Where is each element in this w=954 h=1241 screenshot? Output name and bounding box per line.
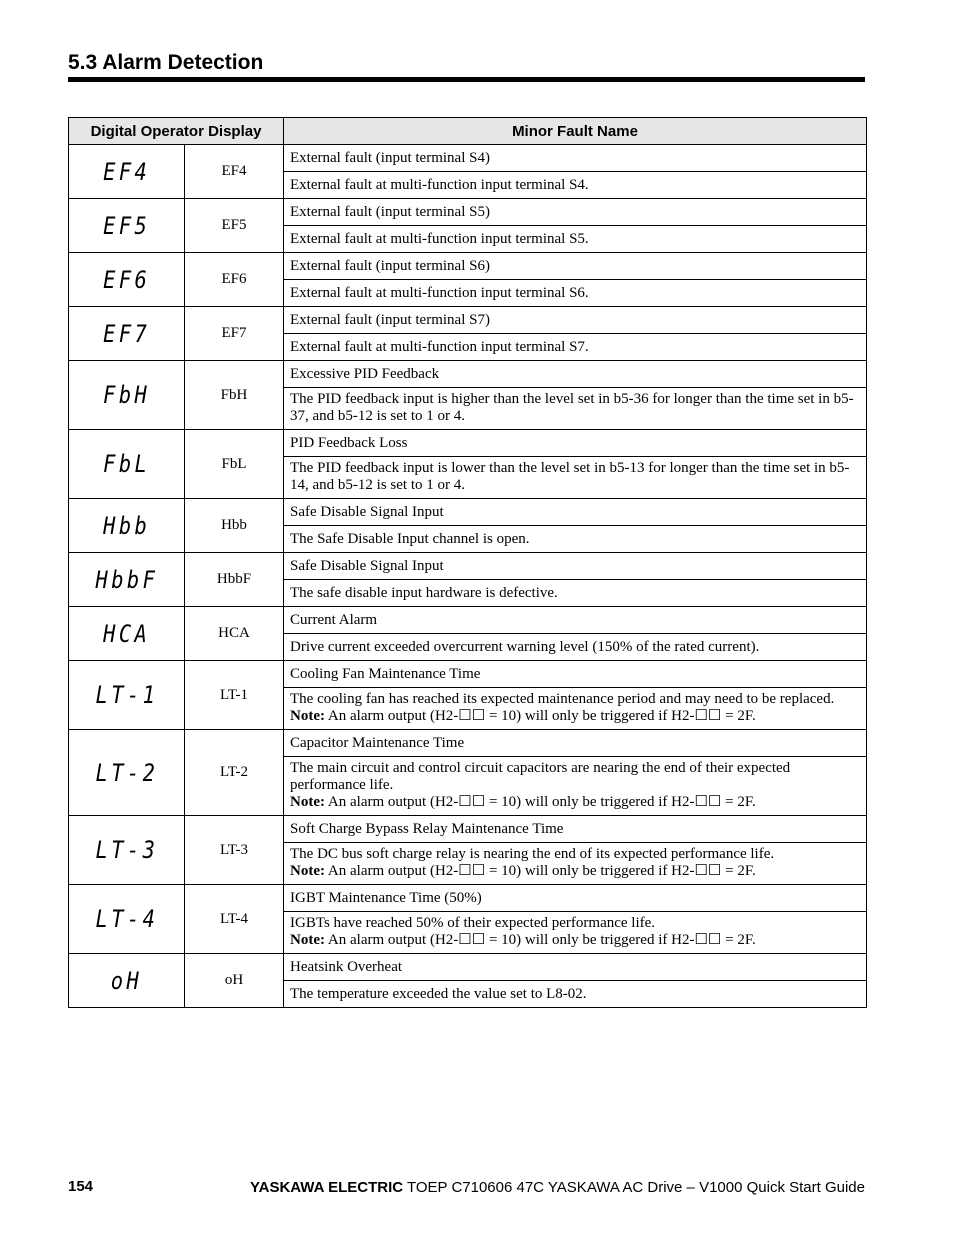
note-boxes: ☐☐	[694, 708, 722, 724]
fault-description	[284, 688, 867, 730]
table-row	[69, 199, 867, 226]
fault-name: Cooling Fan Maintenance Time	[284, 661, 867, 688]
seven-seg-display	[69, 499, 185, 553]
fault-name: Heatsink Overheat	[284, 954, 867, 981]
note-label: Note:	[290, 708, 325, 724]
fault-description	[284, 634, 867, 661]
fault-description	[284, 172, 867, 199]
fault-name: Safe Disable Signal Input	[284, 553, 867, 580]
fault-description	[284, 280, 867, 307]
section-title: 5.3 Alarm Detection	[68, 51, 264, 74]
note-post: = 2F.	[721, 932, 756, 948]
fault-code: LT-1	[185, 661, 284, 730]
seven-seg-display	[69, 253, 185, 307]
seven-seg-text: LT-4	[95, 905, 158, 933]
table-row	[69, 307, 867, 334]
page-number: 154	[68, 1178, 94, 1195]
footer-doc	[250, 1179, 865, 1196]
seven-seg-display	[69, 885, 185, 954]
seven-seg-text: LT-3	[95, 836, 158, 864]
seven-seg-text: EF4	[102, 157, 151, 186]
seven-seg-display	[69, 199, 185, 253]
note-post: = 2F.	[721, 794, 756, 810]
section-rule	[68, 77, 865, 82]
table-row	[69, 954, 867, 981]
seven-seg-text: EF6	[102, 265, 151, 294]
table-row	[69, 661, 867, 688]
note-boxes: ☐☐	[458, 932, 486, 948]
note-pre: An alarm output (H2-	[324, 863, 459, 879]
note-post: = 2F.	[721, 863, 756, 879]
seven-seg-text: HCA	[102, 619, 151, 648]
fault-code: Hbb	[185, 499, 284, 553]
seven-seg-text: EF5	[102, 211, 151, 240]
fault-name: External fault (input terminal S4)	[284, 145, 867, 172]
fault-code: FbL	[185, 430, 284, 499]
seven-seg-text: Hbb	[102, 511, 151, 540]
table-row	[69, 885, 867, 912]
fault-name: External fault (input terminal S6)	[284, 253, 867, 280]
fault-description	[284, 526, 867, 553]
description-text: Drive current exceeded overcurrent warning level (150% of the rated current).	[290, 638, 760, 655]
seven-seg-display	[69, 730, 185, 816]
fault-name: Soft Charge Bypass Relay Maintenance Time	[284, 816, 867, 843]
seven-seg-display	[69, 954, 185, 1008]
fault-name: Excessive PID Feedback	[284, 361, 867, 388]
note-label: Note:	[290, 932, 325, 948]
fault-code: HCA	[185, 607, 284, 661]
fault-code: HbbF	[185, 553, 284, 607]
note-label: Note:	[290, 863, 325, 879]
fault-name: Safe Disable Signal Input	[284, 499, 867, 526]
description-text: The cooling fan has reached its expected maintenance period and may need to be replaced.	[290, 691, 835, 707]
fault-code: oH	[185, 954, 284, 1008]
table-header-row	[69, 118, 867, 145]
fault-code: LT-3	[185, 816, 284, 885]
note-mid: = 10) will only be triggered if H2-	[485, 863, 695, 879]
seven-seg-text: FbH	[102, 381, 151, 409]
note-boxes: ☐☐	[694, 863, 722, 879]
table-row	[69, 553, 867, 580]
fault-description	[284, 912, 867, 954]
seven-seg-display	[69, 145, 185, 199]
fault-name: External fault (input terminal S5)	[284, 199, 867, 226]
table-row	[69, 361, 867, 388]
fault-description	[284, 843, 867, 885]
description-text: The Safe Disable Input channel is open.	[290, 530, 530, 547]
table-row	[69, 499, 867, 526]
description-text: The PID feedback input is lower than the level set in b5-13 for longer than the time set in b5-14, and b5-12 is set to 1 or 4.	[290, 460, 850, 493]
fault-description	[284, 457, 867, 499]
note-boxes: ☐☐	[458, 794, 486, 810]
fault-description	[284, 981, 867, 1008]
note-boxes: ☐☐	[694, 932, 722, 948]
fault-code: LT-2	[185, 730, 284, 816]
description-text: The safe disable input hardware is defective.	[290, 584, 558, 601]
note-boxes: ☐☐	[458, 863, 486, 879]
fault-description	[284, 388, 867, 430]
header-display: Digital Operator Display	[69, 118, 284, 145]
seven-seg-display	[69, 816, 185, 885]
fault-code: EF7	[185, 307, 284, 361]
fault-code: LT-4	[185, 885, 284, 954]
seven-seg-text: FbL	[102, 450, 151, 478]
description-text: The PID feedback input is higher than the level set in b5-36 for longer than the time set in b5-37, and b5-12 is set to 1 or 4.	[290, 391, 854, 424]
fault-name: Current Alarm	[284, 607, 867, 634]
fault-name: IGBT Maintenance Time (50%)	[284, 885, 867, 912]
description-text: External fault at multi-function input terminal S7.	[290, 338, 589, 355]
description-text: IGBTs have reached 50% of their expected performance life.	[290, 915, 656, 931]
note-line	[290, 794, 860, 811]
note-mid: = 10) will only be triggered if H2-	[485, 708, 695, 724]
note-pre: An alarm output (H2-	[324, 932, 459, 948]
note-pre: An alarm output (H2-	[324, 794, 459, 810]
fault-name: External fault (input terminal S7)	[284, 307, 867, 334]
seven-seg-text: LT-1	[95, 681, 158, 709]
description-text: External fault at multi-function input terminal S5.	[290, 230, 589, 247]
description-text: The main circuit and control circuit capacitors are nearing the end of their expected performance life.	[290, 760, 791, 793]
footer-title: TOEP C710606 47C YASKAWA AC Drive – V1000 Quick Start Guide	[403, 1179, 865, 1196]
note-post: = 2F.	[721, 708, 756, 724]
note-label: Note:	[290, 794, 325, 810]
note-line	[290, 932, 860, 949]
note-boxes: ☐☐	[458, 708, 486, 724]
fault-name: Capacitor Maintenance Time	[284, 730, 867, 757]
fault-description	[284, 580, 867, 607]
fault-description	[284, 334, 867, 361]
fault-code: FbH	[185, 361, 284, 430]
note-pre: An alarm output (H2-	[324, 708, 459, 724]
note-mid: = 10) will only be triggered if H2-	[485, 794, 695, 810]
fault-code: EF5	[185, 199, 284, 253]
seven-seg-display	[69, 430, 185, 499]
footer-brand: YASKAWA ELECTRIC	[250, 1179, 404, 1196]
seven-seg-text: EF7	[102, 319, 151, 348]
seven-seg-display	[69, 553, 185, 607]
fault-code: EF4	[185, 145, 284, 199]
seven-seg-display	[69, 607, 185, 661]
fault-description	[284, 226, 867, 253]
seven-seg-display	[69, 307, 185, 361]
table-row	[69, 730, 867, 757]
description-text: External fault at multi-function input terminal S4.	[290, 176, 589, 193]
seven-seg-display	[69, 361, 185, 430]
seven-seg-text: HbbF	[95, 565, 158, 594]
table-row	[69, 430, 867, 457]
description-text: The temperature exceeded the value set to L8-02.	[290, 985, 587, 1002]
note-boxes: ☐☐	[694, 794, 722, 810]
seven-seg-text: oH	[110, 966, 143, 995]
fault-name: PID Feedback Loss	[284, 430, 867, 457]
fault-description	[284, 757, 867, 816]
note-line	[290, 708, 860, 725]
description-text: The DC bus soft charge relay is nearing the end of its expected performance life.	[290, 846, 775, 862]
description-text: External fault at multi-function input terminal S6.	[290, 284, 589, 301]
seven-seg-display	[69, 661, 185, 730]
fault-code: EF6	[185, 253, 284, 307]
table-row	[69, 607, 867, 634]
note-line	[290, 863, 860, 880]
table-body	[69, 145, 867, 1008]
note-mid: = 10) will only be triggered if H2-	[485, 932, 695, 948]
table-row	[69, 145, 867, 172]
seven-seg-text: LT-2	[95, 758, 158, 787]
alarm-table	[68, 117, 867, 1008]
table-row	[69, 816, 867, 843]
table-row	[69, 253, 867, 280]
header-name: Minor Fault Name	[284, 118, 867, 145]
